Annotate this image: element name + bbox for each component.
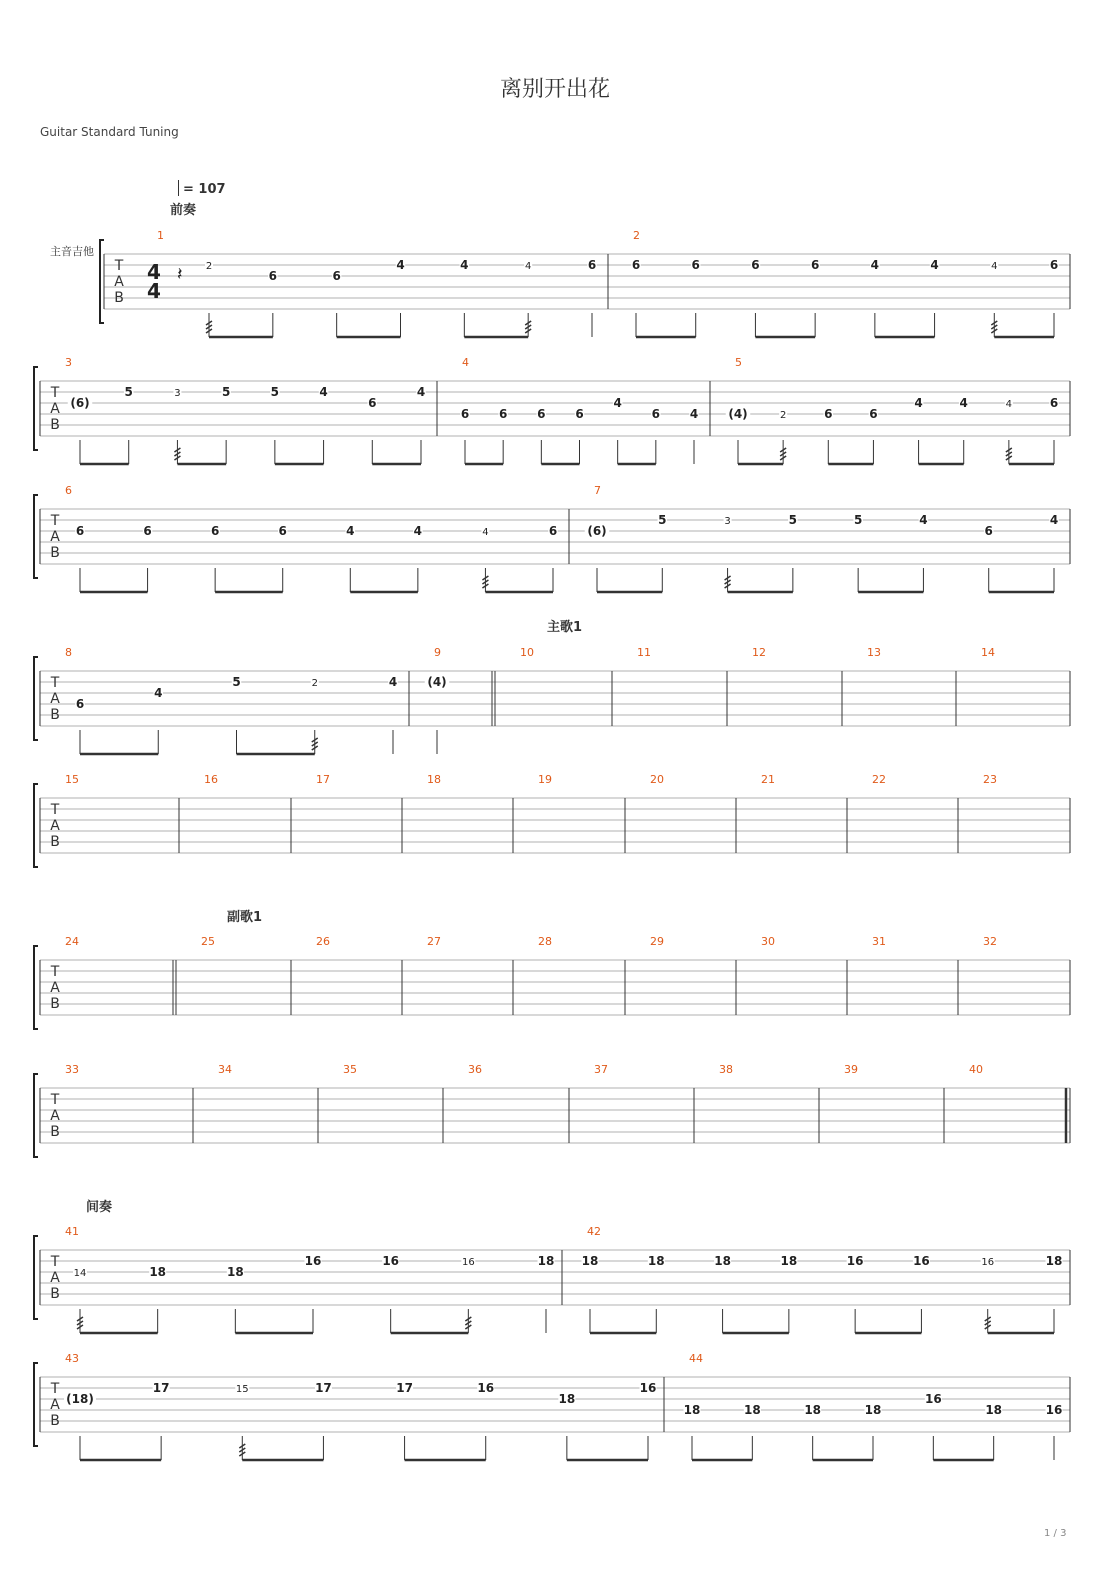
- fret-number: 4: [870, 258, 880, 272]
- fret-number: 4: [930, 258, 939, 272]
- fret-number: 6: [268, 269, 278, 283]
- fret-number: 4: [396, 258, 405, 272]
- fret-number: 5: [658, 513, 667, 527]
- fret-number: 2: [779, 410, 787, 421]
- tab-clef-b: B: [50, 834, 60, 850]
- fret-number: 3: [724, 516, 731, 527]
- score-title: 离别开出花: [499, 77, 610, 102]
- fret-number: 6: [75, 524, 85, 538]
- fret-number: 6: [810, 258, 820, 272]
- fret-number: 2: [205, 261, 213, 272]
- fret-number: 6: [869, 407, 878, 421]
- tab-clef-b: B: [50, 1124, 60, 1140]
- fret-number: 16: [924, 1392, 942, 1406]
- system-bracket: [34, 1363, 38, 1446]
- measure-number: 25: [201, 935, 215, 948]
- measure-number: 13: [867, 646, 881, 659]
- tab-clef-a: A: [50, 529, 60, 545]
- section-label-chorus: 副歌1: [227, 910, 263, 925]
- tab-clef-a: A: [50, 691, 60, 707]
- measure-number: 19: [538, 773, 552, 786]
- tab-clef-t: T: [50, 802, 60, 818]
- fret-number: 4: [1049, 513, 1059, 527]
- measure-number: 34: [218, 1063, 232, 1076]
- measure-number: 27: [427, 935, 441, 948]
- fret-number: 16: [477, 1381, 495, 1395]
- fret-number: 6: [498, 407, 508, 421]
- fret-number: 5: [270, 385, 280, 399]
- measure-number: 39: [844, 1063, 858, 1076]
- tab-clef-t: T: [50, 385, 60, 401]
- fret-number: 4: [613, 396, 622, 410]
- tab-clef-b: B: [50, 996, 60, 1012]
- fret-number: 3: [174, 388, 181, 399]
- fret-number: 6: [332, 269, 341, 283]
- measure-number: 30: [761, 935, 775, 948]
- fret-number: 6: [824, 407, 833, 421]
- tempo-value: = 107: [183, 182, 226, 197]
- page-number: 1 / 3: [1044, 1528, 1067, 1539]
- fret-number: 5: [124, 385, 133, 399]
- fret-number: 18: [985, 1403, 1003, 1417]
- fret-number: 18: [149, 1265, 167, 1279]
- fret-number: 6: [1049, 258, 1059, 272]
- measure-number: 16: [204, 773, 218, 786]
- fret-number: 18: [780, 1254, 798, 1268]
- tab-clef-b: B: [50, 707, 60, 723]
- fret-number: 6: [575, 407, 584, 421]
- measure-number: 23: [983, 773, 997, 786]
- measure-number: 38: [719, 1063, 733, 1076]
- measure-number: 43: [65, 1352, 79, 1365]
- fret-number: (6): [587, 524, 607, 538]
- fret-number: 6: [75, 697, 85, 711]
- measure-number: 6: [65, 484, 72, 497]
- measure-number: 28: [538, 935, 552, 948]
- tab-clef-t: T: [50, 1254, 60, 1270]
- fret-number: 18: [743, 1403, 761, 1417]
- fret-number: 6: [1049, 396, 1059, 410]
- section-label-verse: 主歌1: [547, 620, 583, 635]
- measure-number: 7: [594, 484, 601, 497]
- tab-clef-b: B: [50, 545, 60, 561]
- fret-number: 18: [864, 1403, 882, 1417]
- fret-number: (18): [66, 1392, 94, 1406]
- fret-number: 6: [984, 524, 993, 538]
- fret-number: 6: [143, 524, 152, 538]
- fret-number: (4): [728, 407, 748, 421]
- fret-number: 6: [587, 258, 597, 272]
- tab-clef-a: A: [50, 818, 60, 834]
- measure-number: 24: [65, 935, 79, 948]
- measure-number: 12: [752, 646, 766, 659]
- measure-number: 18: [427, 773, 441, 786]
- tab-clef-a: A: [50, 980, 60, 996]
- system-bracket: [34, 946, 38, 1029]
- measure-number: 40: [969, 1063, 983, 1076]
- fret-number: 2: [311, 678, 318, 689]
- measure-number: 9: [434, 646, 441, 659]
- fret-number: 6: [278, 524, 287, 538]
- fret-number: 6: [691, 258, 700, 272]
- tab-clef-t: T: [50, 513, 60, 529]
- tab-clef-b: B: [50, 1286, 60, 1302]
- fret-number: (4): [427, 675, 447, 689]
- fret-number: 4: [959, 396, 968, 410]
- fret-number: 17: [396, 1381, 413, 1395]
- fret-number: 6: [631, 258, 641, 272]
- fret-number: 18: [1045, 1254, 1063, 1268]
- measure-number: 37: [594, 1063, 608, 1076]
- tab-clef-a: A: [50, 1270, 60, 1286]
- fret-number: 4: [919, 513, 928, 527]
- measure-number: 3: [65, 356, 72, 369]
- tab-clef-b: B: [114, 290, 124, 306]
- tab-clef-a: A: [50, 401, 60, 417]
- fret-number: 18: [683, 1403, 701, 1417]
- measure-number: 22: [872, 773, 886, 786]
- fret-number: 18: [581, 1254, 599, 1268]
- fret-number: 18: [558, 1392, 576, 1406]
- measure-number: 41: [65, 1225, 79, 1238]
- tab-clef-b: B: [50, 417, 60, 433]
- fret-number: 4: [413, 524, 423, 538]
- tab-clef-t: T: [50, 1381, 60, 1397]
- measure-number: 32: [983, 935, 997, 948]
- fret-number: 16: [913, 1254, 930, 1268]
- tab-clef-a: A: [50, 1108, 60, 1124]
- fret-number: 16: [981, 1257, 995, 1268]
- measure-number: 31: [872, 935, 886, 948]
- fret-number: 16: [639, 1381, 657, 1395]
- fret-number: 18: [647, 1254, 665, 1268]
- section-label-interlude: 间奏: [86, 1200, 113, 1215]
- fret-number: 4: [482, 527, 489, 538]
- fret-number: 4: [1005, 399, 1013, 410]
- fret-number: 5: [788, 513, 798, 527]
- rest-symbol: 𝄽: [177, 264, 183, 285]
- fret-number: 4: [388, 675, 398, 689]
- tab-clef-t: T: [114, 258, 124, 274]
- fret-number: 15: [235, 1384, 249, 1395]
- measure-number: 5: [735, 356, 742, 369]
- fret-number: 6: [368, 396, 377, 410]
- fret-number: 18: [714, 1254, 731, 1268]
- time-signature-top: 4: [147, 260, 161, 284]
- system-bracket: [34, 1236, 38, 1319]
- fret-number: 17: [152, 1381, 170, 1395]
- system-bracket: [100, 240, 104, 323]
- tab-clef-b: B: [50, 1413, 60, 1429]
- fret-number: 16: [846, 1254, 864, 1268]
- system-bracket: [34, 367, 38, 450]
- instrument-label: 主音吉他: [50, 245, 94, 258]
- measure-number: 21: [761, 773, 775, 786]
- fret-number: 16: [382, 1254, 400, 1268]
- measure-number: 44: [689, 1352, 703, 1365]
- measure-number: 11: [637, 646, 651, 659]
- time-signature-bottom: 4: [147, 279, 161, 303]
- fret-number: 14: [73, 1268, 87, 1279]
- tab-clef-t: T: [50, 964, 60, 980]
- tab-clef-a: A: [114, 274, 124, 290]
- fret-number: 16: [1045, 1403, 1063, 1417]
- fret-number: 4: [416, 385, 426, 399]
- fret-number: 4: [460, 258, 469, 272]
- measure-number: 4: [462, 356, 469, 369]
- fret-number: 4: [991, 261, 998, 272]
- section-label-intro: 前奏: [170, 203, 197, 218]
- measure-number: 2: [633, 229, 640, 242]
- system-bracket: [34, 657, 38, 740]
- fret-number: 4: [154, 686, 163, 700]
- measure-number: 36: [468, 1063, 482, 1076]
- system-bracket: [34, 784, 38, 867]
- measure-number: 14: [981, 646, 995, 659]
- tab-clef-a: A: [50, 1397, 60, 1413]
- fret-number: 17: [315, 1381, 332, 1395]
- fret-number: 6: [548, 524, 558, 538]
- fret-number: 16: [304, 1254, 322, 1268]
- fret-number: 6: [210, 524, 220, 538]
- measure-number: 17: [316, 773, 330, 786]
- fret-number: 18: [226, 1265, 244, 1279]
- fret-number: 6: [460, 407, 470, 421]
- fret-number: 4: [319, 385, 328, 399]
- tab-clef-t: T: [50, 1092, 60, 1108]
- fret-number: 4: [689, 407, 699, 421]
- fret-number: 5: [221, 385, 231, 399]
- fret-number: 4: [524, 261, 532, 272]
- fret-number: 18: [804, 1403, 822, 1417]
- measure-number: 20: [650, 773, 664, 786]
- measure-number: 10: [520, 646, 534, 659]
- fret-number: 16: [461, 1257, 475, 1268]
- measure-number: 1: [157, 229, 164, 242]
- fret-number: 6: [537, 407, 546, 421]
- system-bracket: [34, 1074, 38, 1157]
- fret-number: 6: [751, 258, 760, 272]
- fret-number: (6): [70, 396, 90, 410]
- tuning-label: Guitar Standard Tuning: [40, 125, 179, 139]
- fret-number: 5: [232, 675, 241, 689]
- measure-number: 8: [65, 646, 72, 659]
- measure-number: 33: [65, 1063, 79, 1076]
- measure-number: 26: [316, 935, 330, 948]
- fret-number: 4: [346, 524, 355, 538]
- system-bracket: [34, 495, 38, 578]
- fret-number: 18: [537, 1254, 555, 1268]
- measure-number: 35: [343, 1063, 357, 1076]
- fret-number: 4: [914, 396, 923, 410]
- tab-clef-t: T: [50, 675, 60, 691]
- measure-number: 15: [65, 773, 79, 786]
- measure-number: 29: [650, 935, 664, 948]
- fret-number: 6: [651, 407, 661, 421]
- measure-number: 42: [587, 1225, 601, 1238]
- fret-number: 5: [853, 513, 863, 527]
